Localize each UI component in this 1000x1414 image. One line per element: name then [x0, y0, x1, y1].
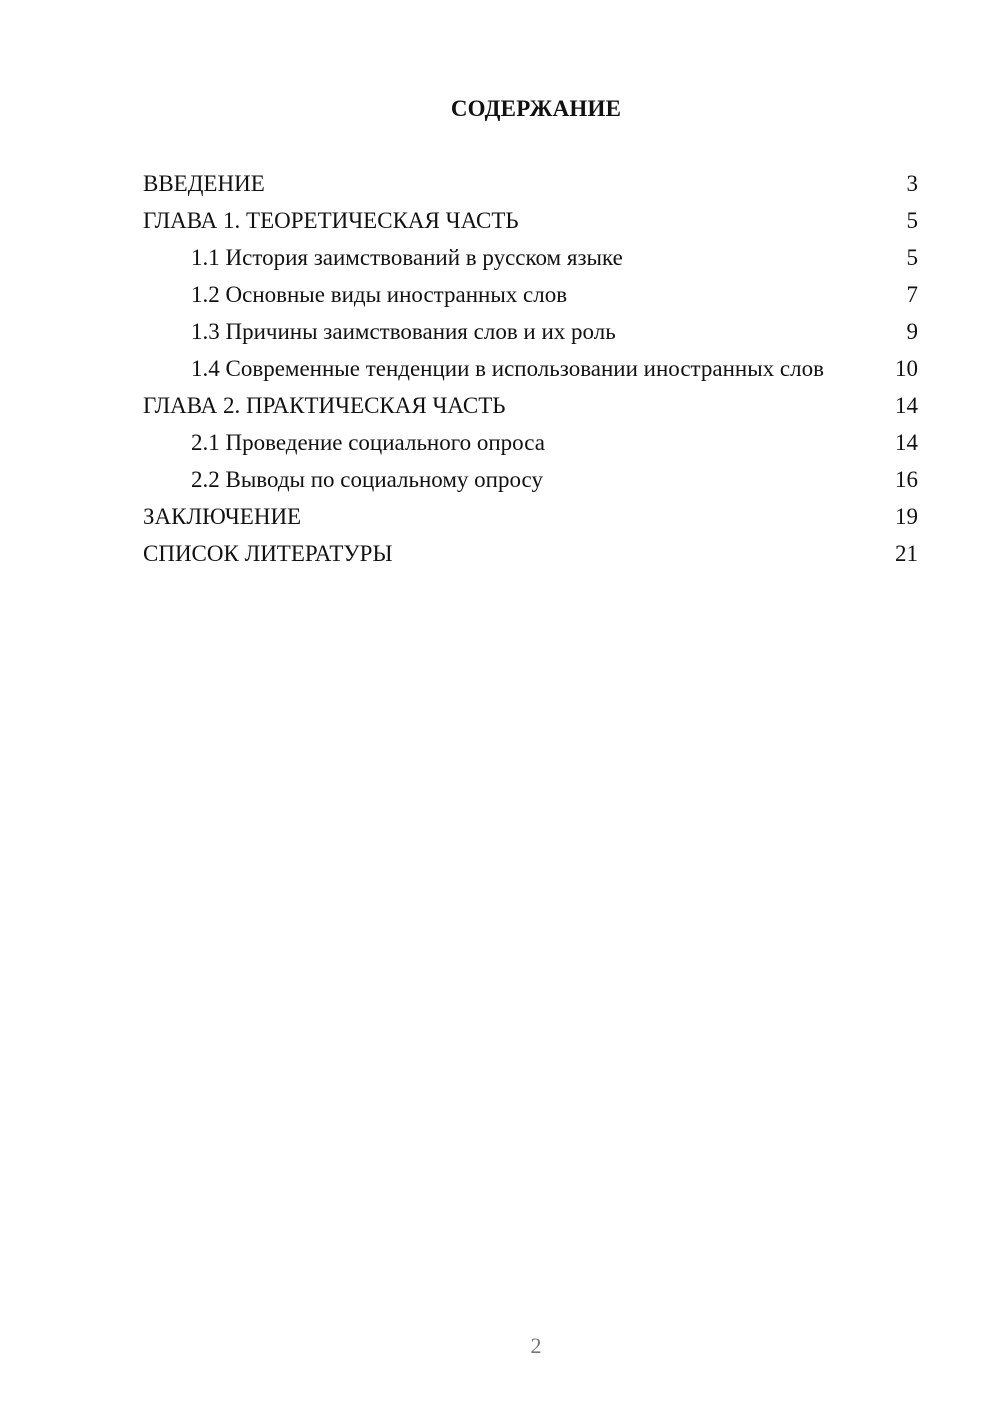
toc-entry-section-1-3[interactable] [143, 318, 918, 355]
toc-entry-text: ГЛАВА 2. ПРАКТИЧЕСКАЯ ЧАСТЬ [143, 393, 506, 418]
page-number: 2 [530, 1333, 542, 1358]
toc-entry-page: 10 [895, 356, 918, 381]
toc-entry-text: 1.4 Современные тенденции в использовании иностранных слов [191, 356, 824, 381]
toc-entry-introduction[interactable] [143, 170, 918, 207]
table-of-contents [143, 170, 918, 577]
toc-entry-page: 14 [895, 393, 918, 418]
toc-entry-section-2-1[interactable] [143, 429, 918, 466]
toc-entry-text: ЗАКЛЮЧЕНИЕ [143, 504, 302, 529]
toc-entry-chapter-1[interactable] [143, 207, 918, 244]
toc-entry-text: 1.1 История заимствований в русском языке [191, 245, 623, 270]
toc-entry-text: 1.3 Причины заимствования слов и их роль [191, 319, 616, 344]
toc-entry-page: 16 [895, 467, 918, 492]
toc-entry-page: 7 [906, 282, 918, 307]
toc-entry-page: 9 [906, 319, 918, 344]
toc-entry-page: 19 [895, 504, 918, 529]
toc-entry-text: 1.2 Основные виды иностранных слов [191, 282, 568, 307]
toc-entry-page: 3 [906, 171, 918, 196]
toc-entry-section-2-2[interactable] [143, 466, 918, 503]
toc-entry-conclusion[interactable] [143, 503, 918, 540]
toc-entry-page: 5 [906, 245, 918, 270]
toc-entry-page: 14 [895, 430, 918, 455]
toc-entry-section-1-1[interactable] [143, 244, 918, 281]
toc-entry-text: ВВЕДЕНИЕ [143, 171, 265, 196]
toc-entry-references[interactable] [143, 540, 918, 577]
toc-entry-page: 21 [895, 541, 918, 566]
toc-entry-text: СПИСОК ЛИТЕРАТУРЫ [143, 541, 393, 566]
toc-entry-section-1-4[interactable] [143, 355, 918, 392]
toc-title: СОДЕРЖАНИЕ [450, 96, 622, 121]
toc-entry-text: 2.1 Проведение социального опроса [191, 430, 545, 455]
toc-entry-text: ГЛАВА 1. ТЕОРЕТИЧЕСКАЯ ЧАСТЬ [143, 208, 519, 233]
toc-entry-text: 2.2 Выводы по социальному опросу [191, 467, 543, 492]
toc-entry-section-1-2[interactable] [143, 281, 918, 318]
toc-entry-chapter-2[interactable] [143, 392, 918, 429]
toc-entry-page: 5 [906, 208, 918, 233]
